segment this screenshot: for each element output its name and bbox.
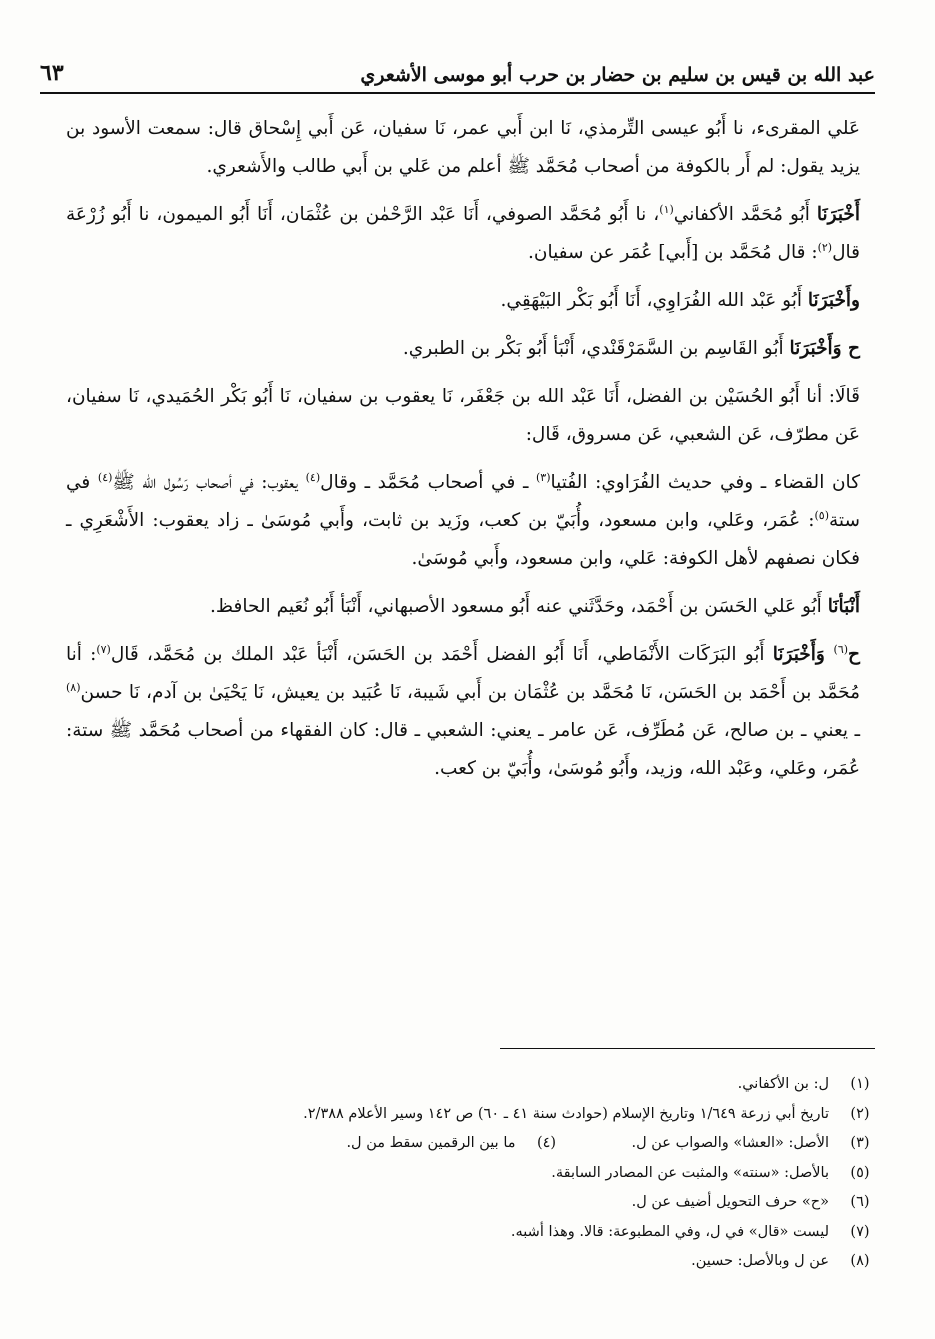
- paragraph-8: [66, 636, 860, 788]
- footnote-ref-7[interactable]: (٧): [96, 642, 111, 656]
- footnote-item: [70, 1247, 875, 1277]
- keyword: ح: [848, 644, 860, 665]
- footnote-number: (٤): [536, 1135, 557, 1151]
- keyword: أَخْبَرَنَا: [816, 204, 861, 225]
- paragraph-1: عَلي المقرىء، نا أَبُو عيسى التِّرمذي، نَا ابن أَبي عمر، نَا سفيان، عَن أَبي إِسْحاق قال: سمعت الأسود بن يزيد يقول: لم أَر بالكوفة من أصحاب مُحَمَّد ﷺ أعلم من عَلي بن أَبي طالب والأَشعري.: [66, 118, 860, 177]
- paragraph-5: قَالَا: أنا أَبُو الحُسَيْن بن الفضل، أَنَا عَبْد الله بن جَعْفَر، نَا يعقوب بن سفيان، نَا أَبُو بَكْر الحُمَيدي، نَا سفيان، عَن مطرّف، عَن الشعبي، عَن مسروق، قَال:: [66, 386, 860, 445]
- text-segment: أَبُو البَرَكَات الأَنْمَاطي، أَنَا أَبُو الفضل أَحْمَد بن الحَسَن، أَنْبَأ عَبْد الملك بن مُحَمَّد، قَال: [110, 644, 773, 665]
- text-segment: يعقوب: في أصحاب رَسُول الله ﷺ: [112, 472, 306, 493]
- footnote-text: تاريخ أبي زرعة ١/٦٤٩ وتاريخ الإسلام (حوادث سنة ٤١ ـ ٦٠) ص ١٤٢ وسير الأعلام ٢/٣٨٨.: [303, 1105, 829, 1122]
- text-segment: أَبُو مُحَمَّد الأكفاني: [673, 204, 817, 225]
- body-text: [66, 110, 860, 798]
- footnote-ref-2[interactable]: (٢): [817, 240, 833, 254]
- footnotes: [70, 1070, 875, 1277]
- footnote-item: [70, 1218, 875, 1248]
- text-segment: أَبُو عَلي الحَسَن بن أَحْمَد، وحَدَّثَني عنه أَبُو مسعود الأصبهاني، أَنْبَأ أَبُو نُعَيم الحافظ.: [210, 596, 828, 617]
- text-segment: ـ يعني ـ بن صالح، عَن مُطَرِّف، عَن عامر ـ يعني: الشعبي ـ قال: كان الفقهاء من أصحاب مُحَمَّد ﷺ ستة: عُمَر، وعَلي، وعَبْد الله، وزيد، وأَبُو مُوسَىٰ، وأُبَيّ بن كعب.: [66, 720, 860, 779]
- keyword: وأَخْبَرَنَا: [807, 290, 860, 311]
- footnote-text: عن ل وبالأصل: حسين.: [691, 1253, 829, 1269]
- footnote-number: (٧): [850, 1223, 870, 1240]
- keyword: ح وَأَخْبَرَنَا: [789, 338, 860, 359]
- footnote-text: الأصل: «العشا» والصواب عن ل.: [631, 1135, 829, 1151]
- paragraph-2: [66, 196, 860, 272]
- footnote-number: (١): [850, 1076, 870, 1092]
- paragraph-3: [66, 282, 860, 320]
- paragraph-7: [66, 588, 860, 626]
- footnote-row: [70, 1129, 875, 1159]
- footnote-number: (٣): [850, 1135, 870, 1151]
- text-segment: أَبُو القَاسِم بن السَّمَرْقَنْدي، أَنْبَأ أَبُو بَكْر بن الطبري.: [402, 338, 790, 359]
- keyword: وَأَخْبَرَنَا: [772, 644, 834, 665]
- footnote-number: (٦): [850, 1194, 870, 1210]
- footnote-ref-4b[interactable]: (٤): [97, 470, 113, 484]
- text-segment: : عُمَر، وعَلي، وابن مسعود، وأُبَيّ بن كعب، وزَيد بن ثابت، وأَبي مُوسَىٰ ـ زاد يعقوب: الأَشْعَرِي ـ فكان نصفهم لأهل الكوفة: عَلي، وابن مسعود، وأَبي مُوسَىٰ.: [66, 510, 860, 569]
- footnote-text: بالأصل: «سنته» والمثبت عن المصادر السابقة.: [551, 1164, 829, 1181]
- running-title: عبد الله بن قيس بن سليم بن حضار بن حرب أبو موسى الأشعري: [360, 64, 875, 86]
- text-segment: : أنا مُحَمَّد بن أَحْمَد بن الحَسَن، نَا مُحَمَّد بن عُثْمَان بن أَبي شَيبة، نَا عُبَيد بن يعيش، نَا يَحْيَىٰ بن آدم، نَا حسن: [66, 644, 860, 703]
- footnote-number: (٨): [850, 1253, 870, 1269]
- footnote-divider: [500, 1048, 875, 1049]
- footnote-text: «ح» حرف التحويل أضيف عن ل.: [631, 1194, 829, 1210]
- footnote-item: [632, 1129, 875, 1159]
- text-segment: أَبُو عَبْد الله الفُرَاوِي، أَنَا أَبُو بَكْر البَيْهَقِي.: [500, 290, 808, 311]
- keyword: أَنْبَأنَا: [827, 596, 860, 617]
- footnote-text: ما بين الرقمين سقط من ل.: [346, 1135, 516, 1151]
- text-segment: ـ في أصحاب مُحَمَّد ـ وقال: [320, 472, 536, 493]
- footnote-item: [70, 1100, 875, 1130]
- footnote-item: [346, 1129, 561, 1159]
- footnote-ref-6[interactable]: (٦): [833, 642, 849, 656]
- text-segment: ، نا أَبُو مُحَمَّد الصوفي، أَنَا عَبْد الرَّحْمٰن بن عُثْمَان، أَنَا أَبُو الميمون، نا أَبُو زُرْعَة قال: [66, 204, 860, 263]
- page-number: ٦٣: [40, 60, 64, 86]
- footnote-ref-3[interactable]: (٣): [536, 470, 551, 484]
- text-segment: كان القضاء ـ وفي حديث الفُرَاوي: الفُتيا: [550, 472, 860, 493]
- paragraph-4: [66, 330, 860, 368]
- footnote-text: ليست «قال» في ل، وفي المطبوعة: قالا. وهذا أشبه.: [510, 1223, 829, 1240]
- paragraph-6: [66, 464, 860, 578]
- footnote-ref-8[interactable]: (٨): [66, 680, 81, 694]
- footnote-ref-4[interactable]: (٤): [305, 470, 321, 484]
- footnote-item: [70, 1188, 875, 1218]
- footnote-ref-5[interactable]: (٥): [814, 508, 829, 522]
- running-header: [40, 48, 875, 94]
- text-segment: في ستة: [66, 472, 860, 531]
- footnote-item: [70, 1070, 875, 1100]
- footnote-ref-1[interactable]: (١): [659, 202, 674, 216]
- footnote-number: (٥): [850, 1164, 870, 1181]
- footnote-number: (٢): [850, 1105, 870, 1122]
- footnote-text: ل: بن الأكفاني.: [737, 1076, 829, 1092]
- footnote-item: [70, 1159, 875, 1189]
- text-segment: : قال مُحَمَّد بن [أَبي] عُمَر عن سفيان.: [528, 242, 818, 263]
